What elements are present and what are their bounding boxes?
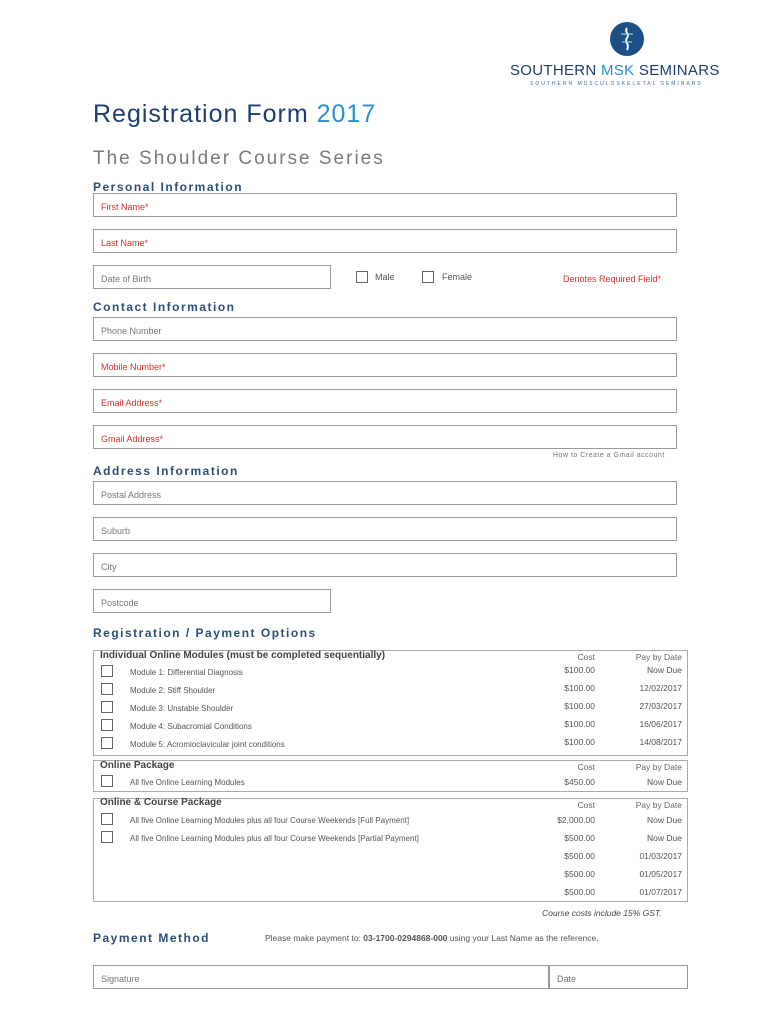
course-date-2: Now Due	[647, 833, 682, 843]
bank-account-number: 03-1700-0294868-000	[363, 933, 448, 943]
module-1-date: Now Due	[647, 665, 682, 675]
male-checkbox[interactable]	[356, 271, 368, 283]
phone-field[interactable]: Phone Number	[93, 317, 677, 341]
course-package-cost-header: Cost	[577, 800, 595, 810]
course-package-pay-header: Pay by Date	[635, 800, 682, 810]
module-3-label: Module 3: Unstable Shoulder	[130, 704, 234, 713]
module-5-label: Module 5: Acromioclavicular joint conditions	[130, 740, 285, 749]
module-3-cost: $100.00	[564, 701, 595, 711]
postcode-field[interactable]: Postcode	[93, 589, 331, 613]
module-2-date: 12/02/2017	[639, 683, 682, 693]
mobile-field[interactable]: Mobile Number*	[93, 353, 677, 377]
brand-name: SOUTHERN MSK SEMINARS	[510, 62, 720, 79]
module-4-cost: $100.00	[564, 719, 595, 729]
module-5-cost: $100.00	[564, 737, 595, 747]
course-cost-2: $500.00	[564, 833, 595, 843]
module-3-checkbox[interactable]	[101, 701, 113, 713]
module-2-checkbox[interactable]	[101, 683, 113, 695]
module-5-checkbox[interactable]	[101, 737, 113, 749]
male-label: Male	[375, 272, 395, 282]
course-cost-4: $500.00	[564, 869, 595, 879]
module-4-label: Module 4: Subacromial Conditions	[130, 722, 252, 731]
page-subtitle: The Shoulder Course Series	[93, 148, 385, 169]
full-payment-checkbox[interactable]	[101, 813, 113, 825]
module-3-date: 27/03/2017	[639, 701, 682, 711]
signature-field[interactable]: Signature	[93, 965, 549, 989]
date-field[interactable]: Date	[549, 965, 688, 989]
module-1-cost: $100.00	[564, 665, 595, 675]
page-title: Registration Form 2017	[93, 100, 377, 128]
partial-payment-checkbox[interactable]	[101, 831, 113, 843]
online-package-title: Online Package	[100, 760, 175, 771]
female-label: Female	[442, 272, 473, 282]
address-heading: Address Information	[93, 464, 239, 478]
full-payment-label: All five Online Learning Modules plus all four Course Weekends [Full Payment]	[130, 816, 410, 825]
online-package-checkbox[interactable]	[101, 775, 113, 787]
payment-note: Please make payment to: 03-1700-0294868-000 using your Last Name as the reference.	[265, 933, 599, 943]
course-cost-5: $500.00	[564, 887, 595, 897]
module-2-label: Module 2: Stiff Shoulder	[130, 686, 216, 695]
module-4-checkbox[interactable]	[101, 719, 113, 731]
course-date-5: 01/07/2017	[639, 887, 682, 897]
contact-heading: Contact Information	[93, 300, 236, 314]
online-package-label: All five Online Learning Modules	[130, 778, 245, 787]
pay-date-header: Pay by Date	[635, 652, 682, 662]
gmail-field[interactable]: Gmail Address*	[93, 425, 677, 449]
brand-logo-icon	[610, 22, 644, 56]
online-package-date: Now Due	[647, 777, 682, 787]
course-date-4: 01/05/2017	[639, 869, 682, 879]
dob-field[interactable]: Date of Birth	[93, 265, 331, 289]
course-cost-1: $2,000.00	[557, 815, 595, 825]
online-package-cost: $450.00	[564, 777, 595, 787]
module-5-date: 14/08/2017	[639, 737, 682, 747]
module-1-label: Module 1: Differential Diagnosis	[130, 668, 243, 677]
first-name-field[interactable]: First Name*	[93, 193, 677, 217]
gmail-help-link[interactable]: How to Create a Gmail account	[553, 452, 665, 459]
suburb-field[interactable]: Suburb	[93, 517, 677, 541]
email-field[interactable]: Email Address*	[93, 389, 677, 413]
online-package-pay-header: Pay by Date	[635, 762, 682, 772]
payment-heading: Payment Method	[93, 931, 211, 945]
gst-note: Course costs include 15% GST.	[542, 908, 662, 918]
module-4-date: 16/06/2017	[639, 719, 682, 729]
online-package-box	[93, 760, 688, 792]
female-checkbox[interactable]	[422, 271, 434, 283]
brand-tagline: SOUTHERN MUSCULOSKELETAL SEMINARS	[530, 81, 703, 87]
city-field[interactable]: City	[93, 553, 677, 577]
registration-heading: Registration / Payment Options	[93, 626, 317, 640]
course-package-title: Online & Course Package	[100, 797, 222, 808]
required-note: Denotes Required Field*	[563, 274, 662, 284]
last-name-field[interactable]: Last Name*	[93, 229, 677, 253]
individual-modules-title: Individual Online Modules (must be completed sequentially)	[100, 650, 386, 661]
course-date-1: Now Due	[647, 815, 682, 825]
online-package-cost-header: Cost	[577, 762, 595, 772]
course-date-3: 01/03/2017	[639, 851, 682, 861]
module-1-checkbox[interactable]	[101, 665, 113, 677]
postal-address-field[interactable]: Postal Address	[93, 481, 677, 505]
cost-header: Cost	[577, 652, 595, 662]
module-2-cost: $100.00	[564, 683, 595, 693]
partial-payment-label: All five Online Learning Modules plus all four Course Weekends [Partial Payment]	[130, 834, 419, 843]
personal-heading: Personal Information	[93, 180, 244, 194]
course-package-box	[93, 798, 688, 902]
course-cost-3: $500.00	[564, 851, 595, 861]
